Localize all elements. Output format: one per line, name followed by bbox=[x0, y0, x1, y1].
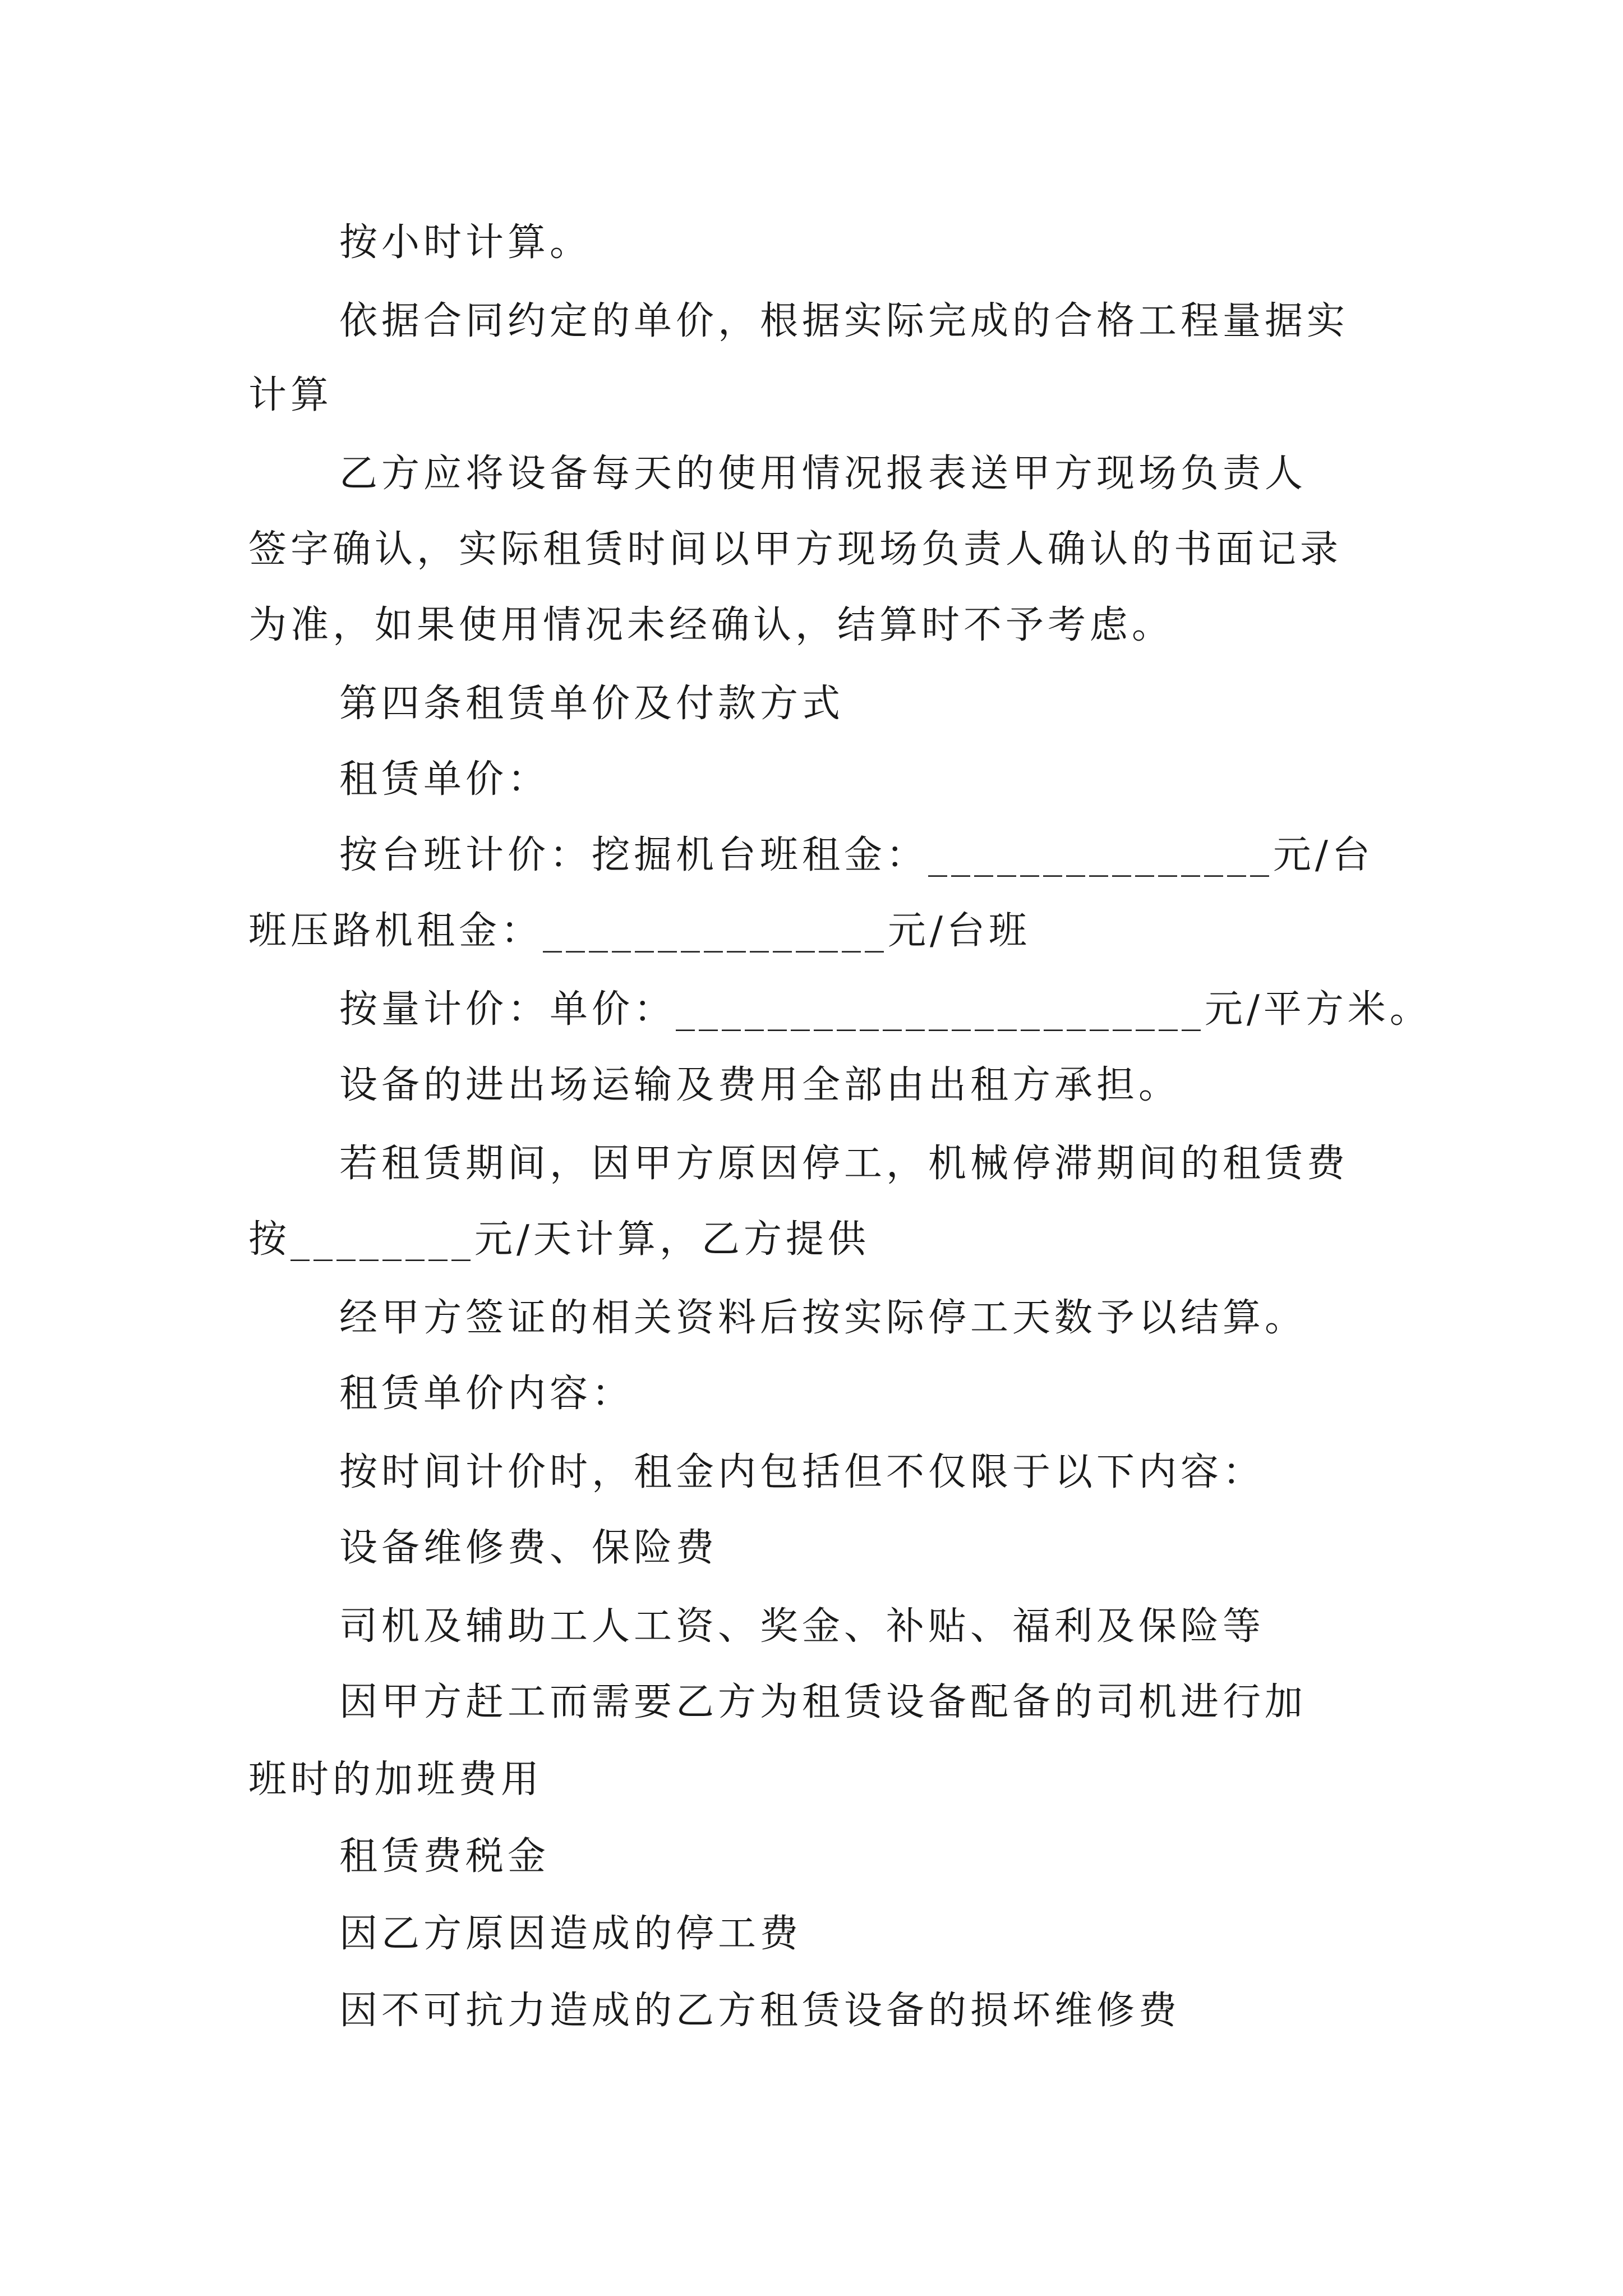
text-line-22: 租赁费税金 bbox=[339, 1834, 550, 1879]
text-line-4: 乙方应将设备每天的使用情况报表送甲方现场负责人 bbox=[339, 452, 1307, 496]
text-line-18: 设备维修费、保险费 bbox=[339, 1526, 718, 1570]
text-line-5: 签字确认，实际租赁时间以甲方现场负责人确认的书面记录 bbox=[248, 527, 1343, 572]
text-line-20: 因甲方赶工而需要乙方为租赁设备配备的司机进行加 bbox=[339, 1680, 1307, 1724]
text-line-3: 计算 bbox=[248, 373, 333, 417]
text-line-1: 按小时计算。 bbox=[339, 220, 592, 265]
text-line-13: 若租赁期间，因甲方原因停工，机械停滞期间的租赁费 bbox=[339, 1142, 1349, 1186]
text-line-8: 租赁单价： bbox=[339, 757, 550, 802]
text-line-10: 班压路机租金：_______________元/台班 bbox=[248, 909, 1031, 953]
text-line-19: 司机及辅助工人工资、奖金、补贴、福利及保险等 bbox=[339, 1604, 1265, 1649]
text-line-23: 因乙方原因造成的停工费 bbox=[339, 1912, 803, 1956]
text-line-2: 依据合同约定的单价，根据实际完成的合格工程量据实 bbox=[339, 299, 1349, 343]
text-line-17: 按时间计价时，租金内包括但不仅限于以下内容： bbox=[339, 1450, 1265, 1494]
text-line-12: 设备的进出场运输及费用全部由出租方承担。 bbox=[339, 1063, 1181, 1107]
text-line-7: 第四条租赁单价及付款方式 bbox=[339, 682, 845, 726]
text-line-9: 按台班计价：挖掘机台班租金：_______________元/台 bbox=[339, 833, 1374, 877]
text-line-15: 经甲方签证的相关资料后按实际停工天数予以结算。 bbox=[339, 1296, 1307, 1340]
text-line-16: 租赁单价内容： bbox=[339, 1372, 634, 1416]
text-line-11: 按量计价：单价：_______________________元/平方米。 bbox=[339, 987, 1432, 1032]
text-line-6: 为准，如果使用情况未经确认，结算时不予考虑。 bbox=[248, 603, 1174, 647]
text-line-21: 班时的加班费用 bbox=[248, 1757, 543, 1802]
text-line-14: 按________元/天计算，乙方提供 bbox=[248, 1217, 870, 1262]
text-line-24: 因不可抗力造成的乙方租赁设备的损坏维修费 bbox=[339, 1989, 1181, 2033]
